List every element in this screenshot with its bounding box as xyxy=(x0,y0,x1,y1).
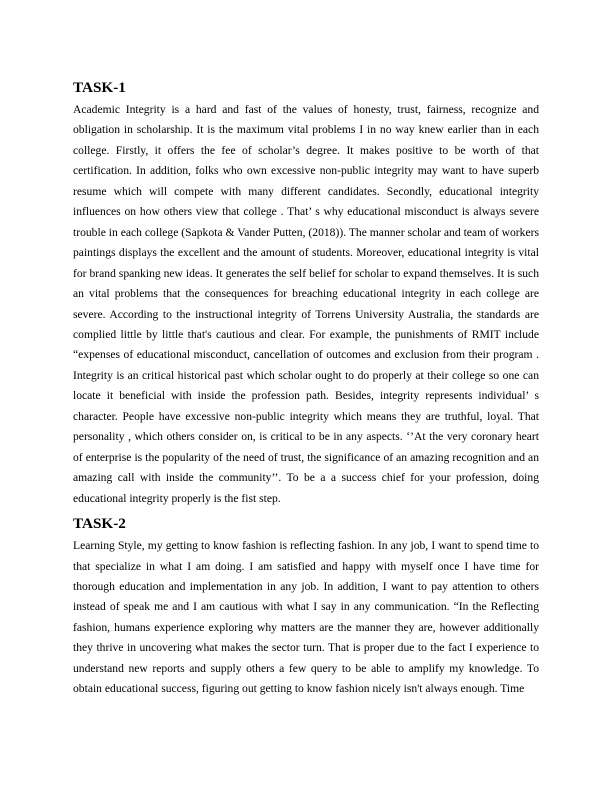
document-content xyxy=(73,79,539,700)
section-heading-task-1: TASK-1 xyxy=(73,79,126,96)
section-body-task-1: Academic Integrity is a hard and fast of the values of honesty, trust, fairness, recognize and obligation in scholarship. It is the maximum vital problems I in no way knew earlier than in each college. Firstly, it offers the fee of scholar’s degree. It makes positive to be worth of that certification. In addition, folks who own excessive non-public integrity may want to have superb resume which will compete with many different candidates. Secondly, educational integrity influences on how others view that college . That’ s why educational misconduct is always severe trouble in each college (Sapkota & Vander Putten, (2018)). The manner scholar and team of workers paintings displays the excellent and the amount of students. Moreover, educational integrity is vital for brand spanking new ideas. It generates the self belief for scholar to expand themselves. It is such an vital problems that the consequences for breaching educational integrity in each college are severe. According to the instructional integrity of Torrens University Australia, the standards are complied little by little that's cautious and clear. For example, the punishments of RMIT include “expenses of educational misconduct, cancellation of outcomes and exclusion from their program . Integrity is an critical historical past which scholar ought to do properly at their college so one can locate it beneficial with inside the profession path. Besides, integrity represents individual’ s character. People have excessive non-public integrity which means they are truthful, loyal. That personality , which others consider on, is critical to be in any aspects. ‘’At the very coronary heart of enterprise is the popularity of the need of trust, the significance of an amazing recognition and an amazing call with inside the community’’. To be a a success chief for your profession, doing educational integrity properly is the fist step. xyxy=(73,103,539,505)
section-heading-task-2: TASK-2 xyxy=(73,515,126,533)
section-body-task-2: Learning Style, my getting to know fashion is reflecting fashion. In any job, I want to spend time to that specialize in what I am doing. I am satisfied and happy with myself once I have time for thorough education and implementation in any job. In addition, I want to pay attention to others instead of speak me and I am cautious with what I say in any communication. “In the Reflecting fashion, humans experience exploring why matters are the manner they are, however additionally they thrive in uncovering what makes the sector turn. That is proper due to the fact I experience to understand new reports and supply others a few query to be able to amplify my knowledge. To obtain educational success, figuring out getting to know fashion nicely isn't always enough. Time xyxy=(73,539,539,696)
